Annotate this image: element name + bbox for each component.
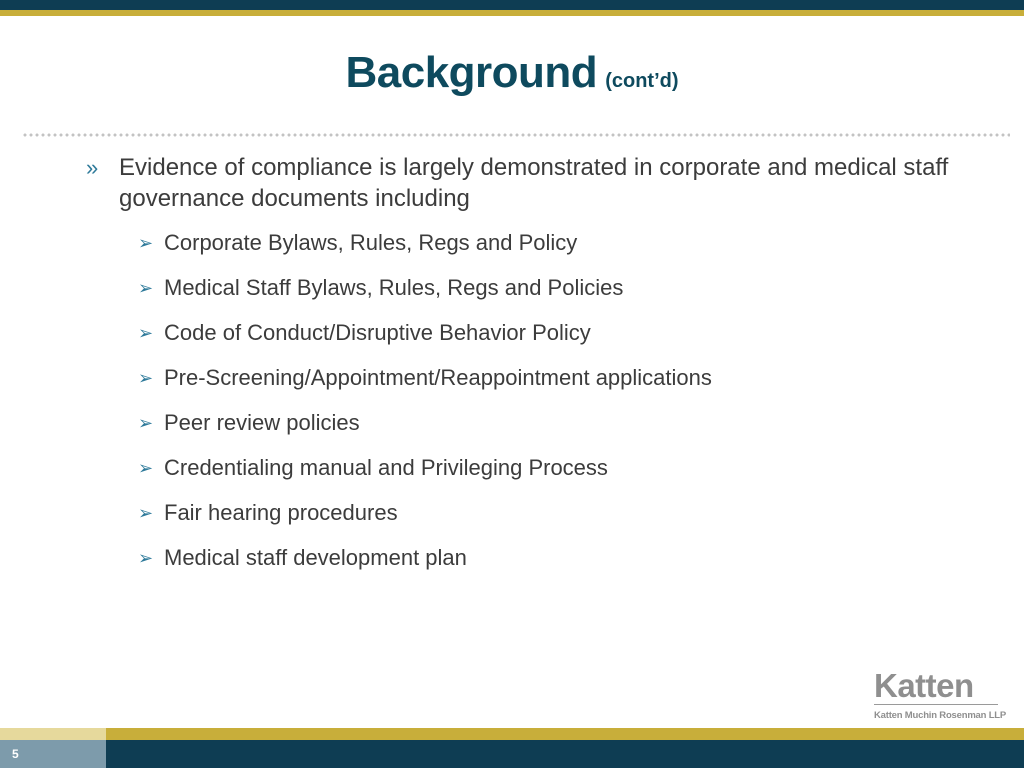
sub-bullet-list bbox=[138, 228, 712, 588]
double-chevron-icon: » bbox=[86, 155, 99, 180]
sub-bullet-text: Medical staff development plan bbox=[164, 545, 467, 570]
arrow-bullet-icon: ➢ bbox=[138, 503, 154, 523]
katten-logo bbox=[874, 667, 1007, 721]
arrow-bullet-icon: ➢ bbox=[138, 548, 154, 568]
footer-accent-stripe-light bbox=[0, 728, 106, 740]
sub-bullet-item bbox=[138, 273, 712, 318]
arrow-bullet-icon: ➢ bbox=[138, 458, 154, 478]
sub-bullet-text: Credentialing manual and Privileging Process bbox=[164, 455, 608, 480]
arrow-bullet-icon: ➢ bbox=[138, 278, 154, 298]
logo-firm-name: Katten Muchin Rosenman LLP bbox=[874, 710, 1007, 721]
sub-bullet-text: Corporate Bylaws, Rules, Regs and Policy bbox=[164, 230, 578, 255]
footer-bar bbox=[0, 740, 1024, 768]
main-bullet bbox=[86, 152, 966, 214]
sub-bullet-text: Pre-Screening/Appointment/Reappointment applications bbox=[164, 365, 712, 390]
footer-accent-stripe bbox=[0, 728, 1024, 740]
sub-bullet-item bbox=[138, 408, 712, 453]
dotted-divider bbox=[22, 133, 1010, 137]
sub-bullet-text: Code of Conduct/Disruptive Behavior Policy bbox=[164, 320, 591, 345]
sub-bullet-item bbox=[138, 453, 712, 498]
sub-bullet-text: Peer review policies bbox=[164, 410, 360, 435]
slide-title bbox=[0, 48, 1024, 98]
arrow-bullet-icon: ➢ bbox=[138, 233, 154, 253]
arrow-bullet-icon: ➢ bbox=[138, 368, 154, 388]
logo-divider bbox=[874, 704, 998, 705]
slide-title-main: Background bbox=[345, 48, 598, 97]
main-bullet-text: Evidence of compliance is largely demonstrated in corporate and medical staff governance documents including bbox=[119, 154, 949, 212]
arrow-bullet-icon: ➢ bbox=[138, 413, 154, 433]
sub-bullet-item bbox=[138, 498, 712, 543]
sub-bullet-item bbox=[138, 363, 712, 408]
sub-bullet-item bbox=[138, 228, 712, 273]
arrow-bullet-icon: ➢ bbox=[138, 323, 154, 343]
logo-name: Katten bbox=[874, 667, 974, 704]
sub-bullet-text: Fair hearing procedures bbox=[164, 500, 398, 525]
top-header-bar bbox=[0, 0, 1024, 10]
top-accent-stripe bbox=[0, 10, 1024, 16]
slide-title-suffix: (cont’d) bbox=[605, 70, 679, 92]
sub-bullet-item bbox=[138, 543, 712, 588]
page-number: 5 bbox=[12, 747, 19, 761]
sub-bullet-item bbox=[138, 318, 712, 363]
sub-bullet-text: Medical Staff Bylaws, Rules, Regs and Policies bbox=[164, 275, 624, 300]
